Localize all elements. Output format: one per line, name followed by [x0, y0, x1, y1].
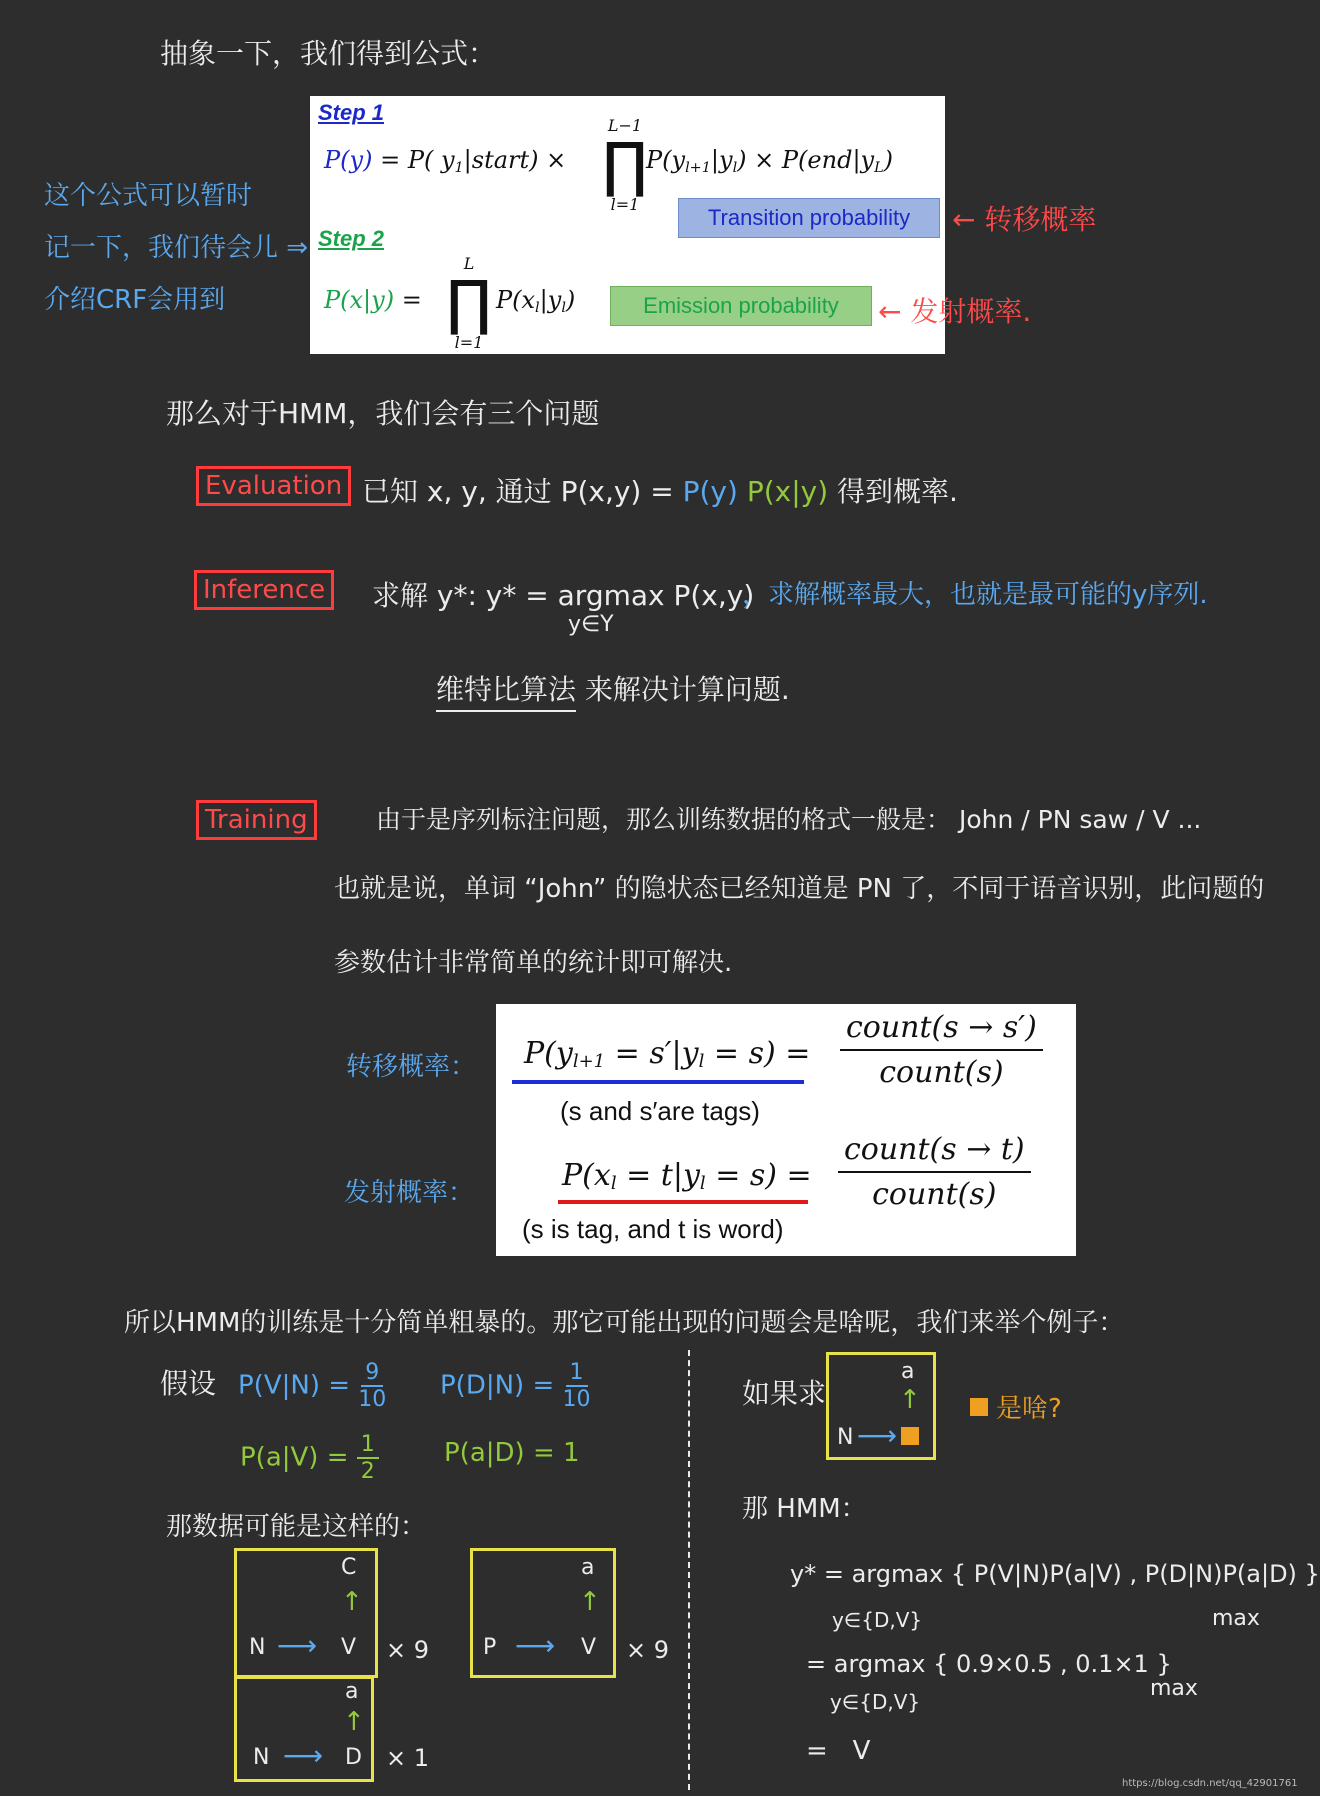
step1-formula: P(y) = P( $y_1|start$) × [324, 146, 567, 176]
example-1-top: C [341, 1555, 357, 1580]
hmm-line-2: = argmax { 0.9×0.5 , 0.1×1 } [806, 1650, 1172, 1678]
example-3-top: a [345, 1679, 359, 1704]
training-line-2: 也就是说，单词 “John” 的隐状态已经知道是 PN 了，不同于语音识别，此问题的 [334, 874, 1265, 904]
unknown-square-icon [901, 1427, 919, 1445]
transition-underline [512, 1080, 804, 1084]
product-operator-2: L ∏ l=1 [446, 254, 492, 352]
hmm-line-1: y* = argmax { P(V|N)P(a|V) , P(D|N)P(a|D) } [790, 1560, 1320, 1588]
example-2-times: × 9 [626, 1636, 670, 1664]
query-left: N [837, 1425, 854, 1450]
transition-fraction: count(s → s′) count(s) [840, 1010, 1043, 1090]
product-operator-1: L−1 ∏ l=1 [602, 116, 648, 214]
evaluation-tag: Evaluation [196, 466, 351, 506]
unknown-square-icon [970, 1398, 988, 1416]
step2-formula: P(x|y) = [324, 286, 422, 314]
training-tag: Training [196, 800, 317, 840]
right-arrow-icon: ⟶ [857, 1419, 898, 1452]
viterbi-line: 维特比算法 来解决计算问题. [436, 668, 790, 708]
hmm-title: 那 HMM： [742, 1494, 867, 1524]
assume-p-d-n: P(D|N) = $\frac{1}{10}$ [440, 1360, 591, 1412]
dashed-divider [688, 1350, 690, 1790]
emission-note: ← 发射概率. [878, 295, 1032, 328]
transition-probability-label: Transition probability [678, 198, 940, 238]
count-formula-box [496, 1004, 1076, 1256]
label-emission: 发射概率： [344, 1178, 475, 1208]
query-prefix: 如果求 [742, 1377, 827, 1410]
query-box [826, 1352, 936, 1460]
step1-label: Step 1 [318, 100, 385, 125]
transition-note-tags: (s and s′are tags) [560, 1096, 760, 1126]
example-2-right: V [581, 1635, 597, 1660]
example-box-1 [234, 1548, 378, 1678]
summary-intro: 抽象一下，我们得到公式： [160, 37, 497, 70]
transition-note: ← 转移概率 [952, 203, 1097, 236]
left-note: 这个公式可以暂时 记一下，我们待会儿 ⇒ 介绍CRF会用到 [44, 181, 309, 315]
training-line-3: 参数估计非常简单的统计即可解决. [334, 948, 733, 978]
example-1-times: × 9 [386, 1636, 430, 1664]
data-may-be: 那数据可能是这样的： [166, 1512, 427, 1542]
step2-rhs: $P(x_l|y_l)$ [496, 286, 576, 316]
up-arrow-icon: ↑ [343, 1707, 365, 1737]
formula-box [310, 96, 945, 354]
up-arrow-icon: ↑ [579, 1587, 601, 1617]
example-3-left: N [253, 1745, 270, 1770]
assume-p-a-d: P(a|D) = 1 [444, 1438, 580, 1468]
hmm-line-1-max: max [1212, 1606, 1260, 1631]
right-arrow-icon: ⟶ [277, 1629, 318, 1662]
example-box-2 [470, 1548, 616, 1678]
assume-p-v-n: P(V|N) = $\frac{9}{10}$ [238, 1360, 387, 1412]
inference-text: 求解 y*: y* = argmax P(x,y) [372, 579, 755, 612]
evaluation-text: 已知 x, y, 通过 P(x,y) = P(y) P(x|y) 得到概率. [362, 475, 958, 508]
up-arrow-icon: ↑ [341, 1587, 363, 1617]
assume-prefix: 假设 [160, 1367, 217, 1400]
three-problems-intro: 那么对于HMM，我们会有三个问题 [166, 397, 600, 430]
hmm-line-2-max: max [1150, 1676, 1198, 1701]
emission-underline [558, 1200, 808, 1204]
conclusion: 所以HMM的训练是十分简单粗暴的。那它可能出现的问题会是啥呢，我们来举个例子： [124, 1308, 1125, 1338]
query-top: a [901, 1359, 915, 1384]
example-2-top: a [581, 1555, 595, 1580]
step1-rhs: $P(y_{l+1}|y_l) \times P(end|y_L)$ [646, 146, 894, 176]
training-line-1: 由于是序列标注问题，那么训练数据的格式一般是： John / PN saw / V ... [376, 805, 1202, 834]
example-3-times: × 1 [386, 1744, 430, 1772]
right-arrow-icon: ⟶ [515, 1629, 556, 1662]
hmm-line-2-under: y∈{D,V} [830, 1690, 921, 1714]
emission-probability-label: Emission probability [610, 286, 872, 326]
example-box-3 [234, 1676, 374, 1782]
inference-tag: Inference [194, 570, 334, 610]
query-question: 是啥? [996, 1394, 1062, 1424]
inference-note: ，求解概率最大，也就是最可能的y序列. [742, 580, 1208, 610]
up-arrow-icon: ↑ [899, 1385, 921, 1415]
example-1-left: N [249, 1635, 266, 1660]
example-2-left: P [483, 1635, 497, 1660]
emission-fraction: count(s → t) count(s) [838, 1132, 1031, 1212]
label-transition: 转移概率： [346, 1052, 477, 1082]
step2-label: Step 2 [318, 226, 385, 251]
emission-formula: $P(x_l = t|y_l = s)$ = [562, 1158, 812, 1194]
example-1-right: V [341, 1635, 357, 1660]
transition-formula: $P(y_{l+1} = s'|y_l = s)$ = [524, 1036, 811, 1072]
example-3-right: D [345, 1745, 362, 1770]
right-arrow-icon: ⟶ [283, 1739, 324, 1772]
hmm-line-3: = V [806, 1736, 871, 1766]
emission-note-tags: (s is tag, and t is word) [522, 1214, 784, 1244]
watermark: https://blog.csdn.net/qq_42901761 [1122, 1778, 1298, 1789]
hmm-line-1-under: y∈{D,V} [832, 1608, 923, 1632]
assume-p-a-v: P(a|V) = $\frac{1}{2}$ [240, 1432, 379, 1484]
inference-argmax-under: y∈Y [568, 612, 614, 637]
